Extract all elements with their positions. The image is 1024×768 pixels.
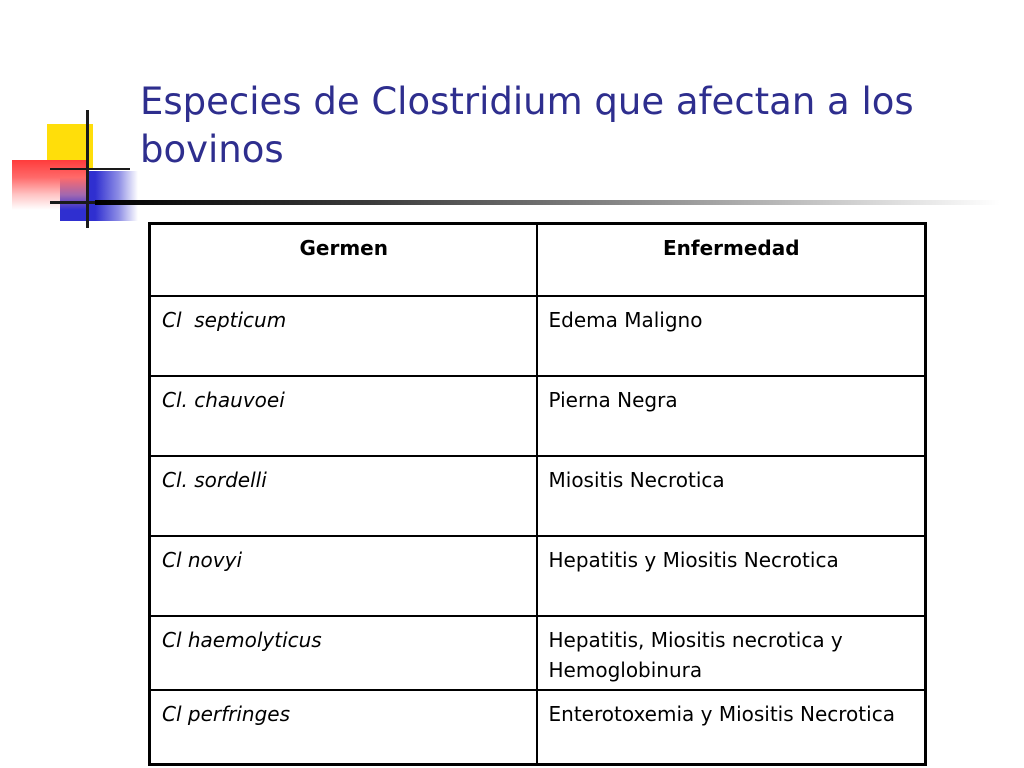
enfermedad-cell: Miositis Necrotica [537,456,926,536]
table-row [150,296,926,376]
germen-cell: Cl. sordelli [150,456,537,536]
header-germen: Germen [150,224,537,297]
germen-cell: Cl haemolyticus [150,616,537,690]
title-underline-rule [95,200,1000,205]
enfermedad-cell: Hepatitis, Miositis necrotica y Hemoglobinura [537,616,926,690]
header-enfermedad: Enfermedad [537,224,926,297]
enfermedad-cell: Edema Maligno [537,296,926,376]
enfermedad-cell: Pierna Negra [537,376,926,456]
slide-title: Especies de Clostridium que afectan a los bovinos [140,80,914,171]
horizontal-line-shape [50,168,130,170]
enfermedad-cell: Hepatitis y Miositis Necrotica [537,536,926,616]
germen-cell: Cl. chauvoei [150,376,537,456]
germen-cell: Cl perfringes [150,690,537,765]
enfermedad-cell: Enterotoxemia y Miositis Necrotica [537,690,926,765]
table-row [150,690,926,765]
table-header-row [150,224,926,297]
germen-cell: Cl novyi [150,536,537,616]
clostridium-table-container [148,222,924,766]
germen-cell: Cl septicum [150,296,537,376]
table-row [150,616,926,690]
table-row [150,536,926,616]
table-row [150,456,926,536]
clostridium-table [148,222,927,766]
table-row [150,376,926,456]
